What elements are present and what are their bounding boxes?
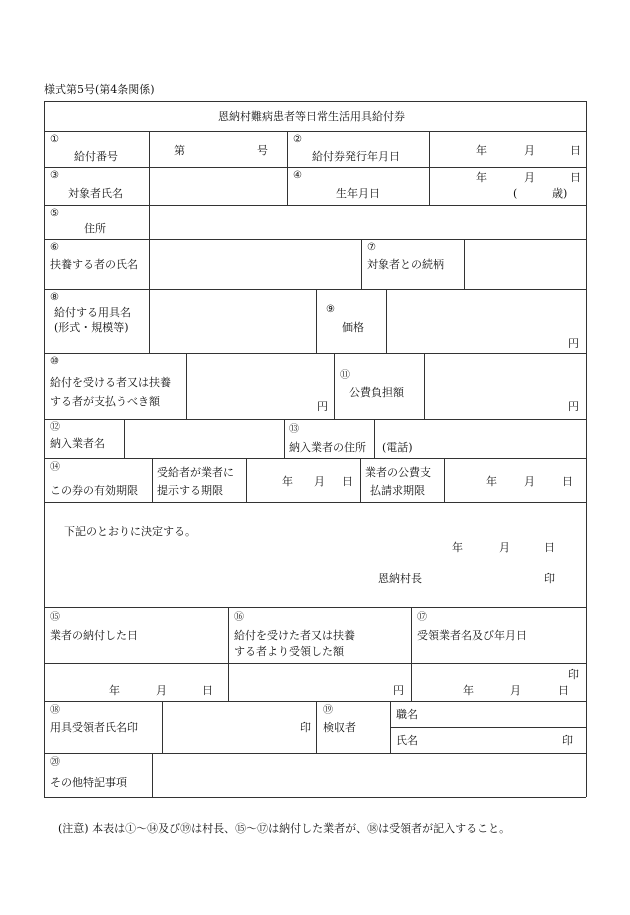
- mayor-seal: 印: [544, 572, 555, 585]
- issue-number-label: 給付番号: [74, 150, 118, 163]
- vendor-receipt-day: 日: [558, 684, 569, 697]
- copay-label-1: 給付を受ける者又は扶養: [50, 376, 171, 389]
- form-code: 様式第5号(第4条関係): [44, 83, 155, 96]
- issue-number-go: 号: [257, 144, 268, 157]
- field-number-15: ⑮: [50, 612, 60, 623]
- birth-date-month: 月: [524, 171, 535, 184]
- decision-year: 年: [452, 541, 463, 554]
- delivered-month: 月: [156, 684, 167, 697]
- price-yen: 円: [568, 337, 579, 350]
- delivered-day: 日: [202, 684, 213, 697]
- field-number-18: ⑱: [50, 705, 60, 716]
- vendor-name-label: 納入業者名: [50, 437, 105, 450]
- present-deadline-year: 年: [282, 475, 293, 488]
- decision-month: 月: [499, 541, 510, 554]
- received-amount-yen: 円: [393, 684, 404, 697]
- age-paren-open: (: [513, 187, 518, 200]
- decision-day: 日: [544, 541, 555, 554]
- price-label: 価格: [342, 321, 364, 334]
- inspector-name-label: 氏名: [396, 734, 418, 747]
- claim-deadline-month: 月: [524, 475, 535, 488]
- issue-date-month: 月: [524, 144, 535, 157]
- delivered-date-label: 業者の納付した日: [50, 629, 138, 642]
- birth-date-day: 日: [570, 171, 581, 184]
- present-deadline-month: 月: [314, 475, 325, 488]
- field-number-11: ⑪: [340, 370, 350, 381]
- inspector-seal: 印: [562, 734, 573, 747]
- item-name-label-2: (形式・規模等): [54, 321, 129, 334]
- field-number-3: ③: [50, 170, 59, 181]
- field-number-5: ⑤: [50, 208, 59, 219]
- present-deadline-label-1: 受給者が業者に: [157, 466, 234, 479]
- inspector-title-label: 職名: [396, 708, 418, 721]
- field-number-1: ①: [50, 134, 59, 145]
- field-number-20: ⑳: [50, 757, 60, 768]
- subsidy-voucher-form: [44, 101, 586, 797]
- present-deadline-day: 日: [342, 475, 353, 488]
- field-number-6: ⑥: [50, 242, 59, 253]
- copay-yen: 円: [317, 400, 328, 413]
- item-name-label-1: 給付する用具名: [54, 306, 131, 319]
- field-number-17: ⑰: [417, 612, 427, 623]
- receiver-seal-label: 用具受領者氏名印: [50, 721, 138, 734]
- field-number-9: ⑨: [326, 304, 335, 315]
- received-amount-label-2: する者より受領した額: [234, 645, 344, 658]
- receiver-seal: 印: [300, 721, 311, 734]
- field-number-10: ⑩: [50, 356, 59, 367]
- field-number-16: ⑯: [234, 612, 244, 623]
- claim-deadline-day: 日: [562, 475, 573, 488]
- vendor-receipt-month: 月: [510, 684, 521, 697]
- vendor-address-label: 納入業者の住所: [289, 441, 366, 454]
- vendor-receipt-label: 受領業者名及び年月日: [417, 629, 527, 642]
- issue-date-day: 日: [570, 144, 581, 157]
- vendor-receipt-year: 年: [463, 684, 474, 697]
- birth-date-year: 年: [476, 171, 487, 184]
- field-number-19: ⑲: [323, 705, 333, 716]
- present-deadline-label-2: 提示する期限: [157, 484, 223, 497]
- field-number-14: ⑭: [50, 462, 60, 473]
- vendor-receipt-seal: 印: [568, 668, 579, 681]
- inspector-label: 検収者: [323, 721, 356, 734]
- supporter-name-label: 扶養する者の氏名: [50, 258, 138, 271]
- mayor-label: 恩納村長: [378, 572, 422, 585]
- field-number-4: ④: [293, 170, 302, 181]
- form-note: (注意) 本表は①～⑭及び⑲は村長、⑮～⑰は納付した業者が、⑱は受領者が記入すること。: [58, 822, 511, 835]
- claim-deadline-label-1: 業者の公費支: [365, 466, 431, 479]
- relationship-label: 対象者との続柄: [367, 258, 444, 271]
- remarks-label: その他特記事項: [50, 776, 127, 789]
- field-number-7: ⑦: [367, 242, 376, 253]
- field-number-2: ②: [293, 134, 302, 145]
- field-number-13: ⑬: [289, 424, 299, 435]
- public-burden-label: 公費負担額: [349, 386, 404, 399]
- validity-label: この券の有効期限: [50, 484, 138, 497]
- issue-date-label: 給付券発行年月日: [312, 150, 400, 163]
- issue-number-dai: 第: [174, 144, 185, 157]
- decision-text: 下記のとおりに決定する。: [64, 525, 196, 538]
- claim-deadline-label-2: 払請求期限: [370, 484, 425, 497]
- issue-date-year: 年: [476, 144, 487, 157]
- claim-deadline-year: 年: [486, 475, 497, 488]
- recipient-name-label: 対象者氏名: [68, 187, 123, 200]
- address-label: 住所: [84, 222, 106, 235]
- copay-label-2: する者が支払うべき額: [50, 395, 160, 408]
- form-title: 恩納村難病患者等日常生活用具給付券: [218, 110, 405, 123]
- field-number-12: ⑫: [50, 422, 60, 433]
- field-number-8: ⑧: [50, 292, 59, 303]
- delivered-year: 年: [109, 684, 120, 697]
- received-amount-label-1: 給付を受けた者又は扶養: [234, 629, 355, 642]
- age-unit: 歳): [552, 187, 568, 200]
- public-burden-yen: 円: [568, 400, 579, 413]
- vendor-phone-label: (電話): [382, 441, 413, 454]
- birth-date-label: 生年月日: [336, 187, 380, 200]
